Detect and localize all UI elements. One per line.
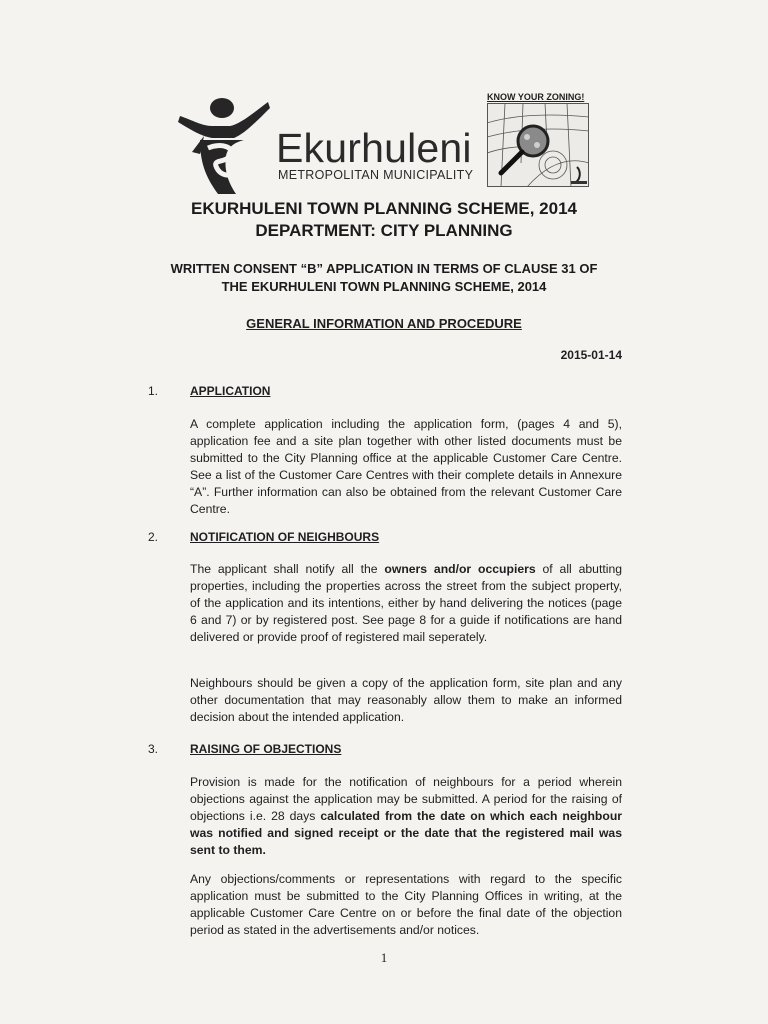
- objections-text-start: Provision is made for the notification of neighbours for a period wherein objections against the application may be submitted. A period for the raising of objections i.e. 28 days: [190, 775, 622, 823]
- application-paragraph: A complete application including the application form, (pages 4 and 5), application fee and a site plan together with other listed documents must be submitted to the City Planning office at the applicable Customer Care Centre. See a list of the Customer Care Centres with their complete details in Annexure “A”. Further information can also be obtained from the relevant Customer Care Centre.: [190, 417, 622, 516]
- notification-text-bold: owners and/or occupiers: [384, 562, 536, 576]
- objections-text-bold: calculated from the date on which each neighbour was notified and signed receipt or the date that the registered mail was sent to them.: [190, 809, 623, 857]
- document-date: 2015-01-14: [560, 348, 622, 362]
- ekurhuleni-figure-icon: [178, 96, 270, 196]
- page-number: 1: [380, 950, 388, 965]
- notification-text-end: of all abutting properties, including the properties across the street from the subject property, of the application and its intentions, either by hand delivering the notices (page 6 and 7) or by registered post. See page 8 for a guide if notifications are hand delivered or provide proof of registered mail seperately.: [190, 562, 623, 644]
- section-number: 2.: [148, 530, 159, 544]
- general-info-heading: GENERAL INFORMATION AND PROCEDURE: [246, 316, 522, 331]
- objections-submission-paragraph: Any objections/comments or representations with regard to the specific application must be submitted to the City Planning Offices in writing, at the applicable Customer Care Centre on or before the final date of the objection period as stated in the advertisements and/or notices.: [190, 872, 622, 937]
- section-number: 1.: [148, 384, 159, 398]
- zoning-map-icon: [487, 103, 589, 187]
- section-title-application: APPLICATION: [190, 384, 271, 398]
- department-title: DEPARTMENT: CITY PLANNING: [255, 221, 513, 240]
- consent-title-line1: WRITTEN CONSENT “B” APPLICATION IN TERMS OF CLAUSE 31 OF: [170, 261, 598, 276]
- section-title-objections: RAISING OF OBJECTIONS: [190, 742, 342, 756]
- objections-paragraph: [190, 774, 622, 859]
- org-name: Ekurhuleni: [276, 125, 472, 171]
- consent-title-line2: THE EKURHULENI TOWN PLANNING SCHEME, 2014: [221, 279, 547, 294]
- scheme-title: EKURHULENI TOWN PLANNING SCHEME, 2014: [190, 199, 577, 218]
- section-title-notification: NOTIFICATION OF NEIGHBOURS: [190, 530, 380, 544]
- notification-paragraph: [190, 561, 622, 646]
- municipality-logo: [178, 96, 478, 196]
- section-number: 3.: [148, 742, 159, 756]
- notification-text-start: The applicant shall notify all the: [190, 562, 385, 576]
- org-subtitle: METROPOLITAN MUNICIPALITY: [278, 168, 474, 182]
- zoning-badge: [487, 92, 589, 188]
- zoning-badge-title: KNOW YOUR ZONING!: [487, 92, 585, 102]
- neighbours-copy-paragraph: Neighbours should be given a copy of the application form, site plan and any other documentation that may reasonably allow them to make an informed decision about the intended application.: [190, 676, 622, 724]
